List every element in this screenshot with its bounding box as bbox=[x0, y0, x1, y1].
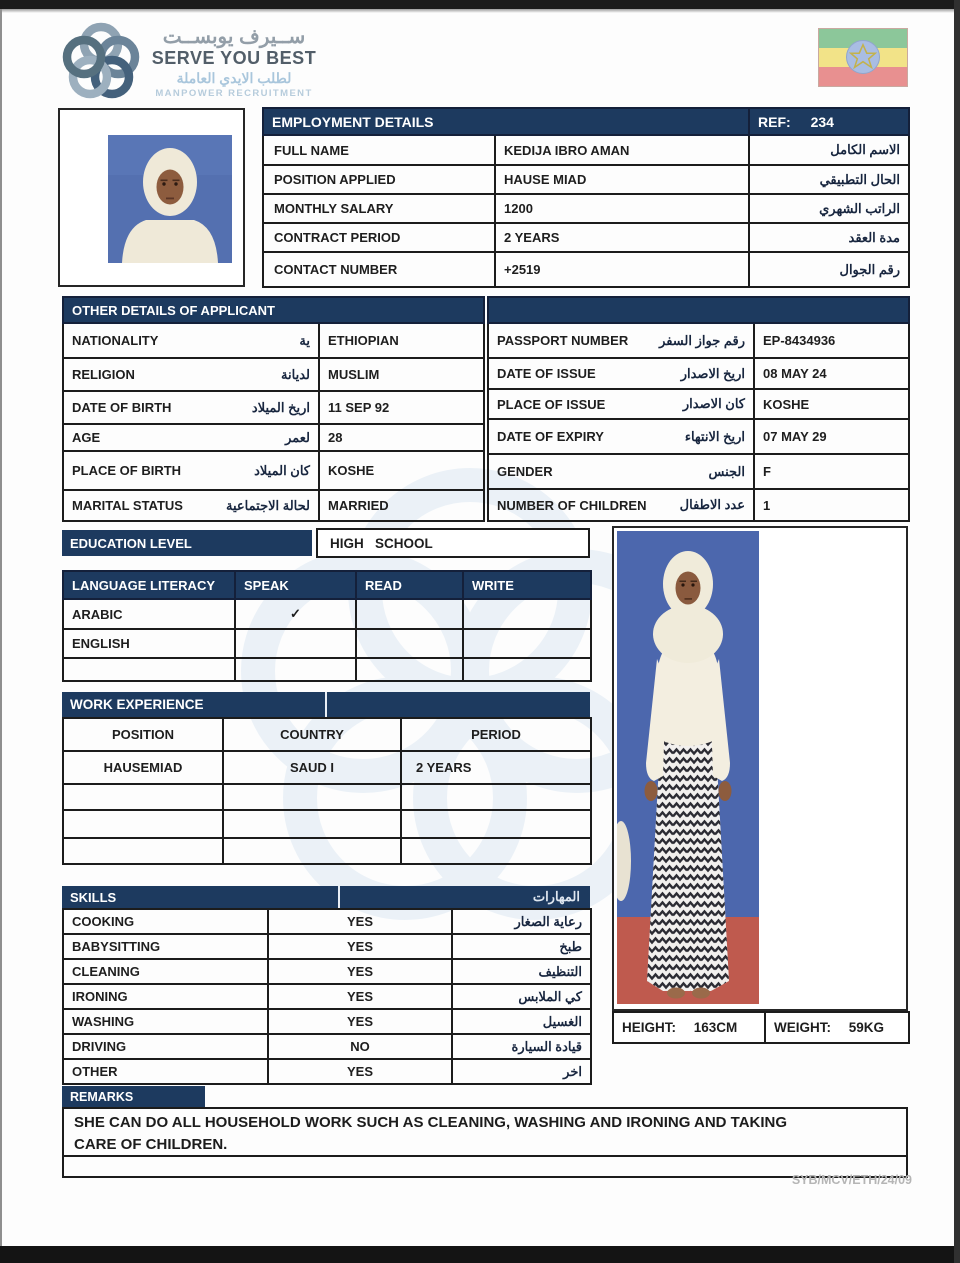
skill-name: BABYSITTING bbox=[63, 934, 268, 959]
remarks-empty-row bbox=[62, 1155, 908, 1178]
work-experience-table bbox=[62, 717, 592, 865]
field-label: MARITAL STATUS bbox=[72, 498, 183, 513]
height-value: 163CM bbox=[693, 1020, 738, 1035]
field-label-cell bbox=[488, 389, 754, 419]
applicant-fullbody-frame bbox=[612, 526, 908, 1011]
speak-checkmark: ✓ bbox=[235, 599, 356, 629]
field-label-cell bbox=[488, 419, 754, 454]
agency-logo-icon bbox=[58, 20, 144, 106]
logo-tagline: MANPOWER RECRUITMENT bbox=[155, 88, 313, 99]
skills-title-arabic: المهارات bbox=[532, 889, 580, 904]
height-label: HEIGHT: bbox=[622, 1020, 676, 1035]
skill-name: IRONING bbox=[63, 984, 268, 1009]
read-header: READ bbox=[356, 571, 463, 599]
field-value: KOSHE bbox=[754, 389, 909, 419]
field-arabic-label: عدد الاطفال bbox=[679, 497, 745, 512]
field-arabic-label: مدة العقد bbox=[749, 223, 909, 252]
position-header: POSITION bbox=[63, 718, 223, 751]
skill-name: DRIVING bbox=[63, 1034, 268, 1059]
field-value: 1 bbox=[754, 489, 909, 521]
skill-value: YES bbox=[268, 984, 452, 1009]
field-value: KOSHE bbox=[319, 451, 484, 490]
applicant-fullbody-photo bbox=[617, 531, 759, 1004]
applicant-portrait-frame bbox=[58, 108, 245, 287]
country-value bbox=[223, 838, 401, 864]
field-label-cell bbox=[488, 454, 754, 489]
write-cell bbox=[463, 658, 591, 681]
physical-stats-table bbox=[612, 1011, 910, 1044]
country-value: SAUD I bbox=[223, 751, 401, 784]
field-label-cell bbox=[63, 391, 319, 424]
skill-name: COOKING bbox=[63, 909, 268, 934]
field-label-cell bbox=[63, 451, 319, 490]
field-arabic-label: كان الاصدار bbox=[682, 396, 745, 411]
language-name bbox=[63, 658, 235, 681]
field-label: RELIGION bbox=[72, 367, 135, 382]
skills-title: SKILLS bbox=[70, 889, 117, 905]
logo-arabic-name: ســيرف يوبســت bbox=[162, 26, 306, 48]
field-label: CONTRACT PERIOD bbox=[263, 223, 495, 252]
logo-arabic-tagline: لطلب الايدي العاملة bbox=[176, 70, 292, 86]
field-value: F bbox=[754, 454, 909, 489]
page-edge-top-shadow bbox=[0, 9, 960, 13]
country-header: COUNTRY bbox=[223, 718, 401, 751]
language-literacy-table bbox=[62, 570, 592, 682]
ref-value: 234 bbox=[810, 113, 834, 130]
field-arabic-label: الاسم الكامل bbox=[749, 135, 909, 165]
page-edge-bottom bbox=[0, 1246, 960, 1263]
speak-header: SPEAK bbox=[235, 571, 356, 599]
field-label: AGE bbox=[72, 430, 101, 445]
write-cell bbox=[463, 629, 591, 658]
field-arabic-label: لعمر bbox=[285, 429, 310, 445]
read-cell bbox=[356, 658, 463, 681]
period-value bbox=[401, 838, 591, 864]
education-level-bar: EDUCATION LEVEL bbox=[62, 530, 312, 556]
skill-arabic: كي الملابس bbox=[452, 984, 591, 1009]
skill-arabic: قيادة السيارة bbox=[452, 1034, 591, 1059]
skill-value: YES bbox=[268, 1059, 452, 1084]
field-arabic-label: الراتب الشهري bbox=[749, 194, 909, 223]
field-label: DATE OF ISSUE bbox=[497, 366, 596, 381]
employment-details-table bbox=[262, 107, 910, 288]
skill-value: YES bbox=[268, 1009, 452, 1034]
work-experience-title: WORK EXPERIENCE bbox=[70, 697, 204, 712]
field-value: 1200 bbox=[495, 194, 749, 223]
speak-cell bbox=[235, 629, 356, 658]
field-value: 11 SEP 92 bbox=[319, 391, 484, 424]
field-arabic-label: الحال التطبيقي bbox=[749, 165, 909, 194]
field-arabic-label: اريخ الميلاد bbox=[251, 399, 310, 415]
field-arabic-label: ية bbox=[299, 332, 310, 348]
remarks-text: SHE CAN DO ALL HOUSEHOLD WORK SUCH AS CLEANING, WASHING AND IRONING AND TAKING CARE OF CHILDREN. bbox=[62, 1107, 908, 1157]
field-arabic-label: لديانة bbox=[281, 366, 310, 382]
skill-name: WASHING bbox=[63, 1009, 268, 1034]
weight-value: 59KG bbox=[848, 1020, 885, 1035]
field-label: PLACE OF ISSUE bbox=[497, 396, 606, 412]
skills-table bbox=[62, 908, 592, 1085]
period-value bbox=[401, 810, 591, 838]
skill-value: YES bbox=[268, 934, 452, 959]
education-level-value: HIGH SCHOOL bbox=[316, 528, 590, 558]
field-label: PASSPORT NUMBER bbox=[497, 333, 629, 348]
position-value bbox=[63, 784, 223, 810]
document-reference-code: SYB/MCV/ETH/24/09 bbox=[791, 1173, 912, 1187]
field-label: DATE OF EXPIRY bbox=[497, 429, 604, 444]
position-value bbox=[63, 838, 223, 864]
remarks-bar: REMARKS bbox=[62, 1086, 205, 1107]
field-arabic-label: اريخ الاصدار bbox=[680, 365, 745, 381]
field-label-cell bbox=[63, 323, 319, 358]
language-literacy-header: LANGUAGE LITERACY bbox=[63, 571, 235, 599]
field-label: CONTACT NUMBER bbox=[263, 252, 495, 287]
speak-cell bbox=[235, 658, 356, 681]
field-value: 07 MAY 29 bbox=[754, 419, 909, 454]
applicant-portrait-photo bbox=[108, 135, 232, 263]
field-label: PLACE OF BIRTH bbox=[72, 463, 182, 478]
ref-label: REF: bbox=[758, 113, 791, 130]
skills-bar-divider bbox=[338, 886, 340, 908]
field-label: NATIONALITY bbox=[72, 333, 159, 348]
field-label: DATE OF BIRTH bbox=[72, 400, 172, 415]
work-experience-bar bbox=[62, 692, 590, 717]
weight-cell bbox=[765, 1012, 909, 1043]
agency-logo bbox=[58, 18, 358, 108]
skill-value: NO bbox=[268, 1034, 452, 1059]
page-edge-top bbox=[0, 0, 960, 9]
skill-arabic: الغسيل bbox=[452, 1009, 591, 1034]
field-label: MONTHLY SALARY bbox=[263, 194, 495, 223]
field-arabic-label: لحالة الاجتماعية bbox=[226, 497, 310, 513]
country-value bbox=[223, 810, 401, 838]
field-value: +2519 bbox=[495, 252, 749, 287]
field-value: HAUSE MIAD bbox=[495, 165, 749, 194]
field-label-cell bbox=[488, 489, 754, 521]
skill-arabic: اخر bbox=[452, 1059, 591, 1084]
other-details-right-table bbox=[487, 296, 910, 522]
skills-bar bbox=[62, 886, 590, 908]
skill-name: CLEANING bbox=[63, 959, 268, 984]
weight-label: WEIGHT: bbox=[774, 1020, 831, 1035]
field-value: MUSLIM bbox=[319, 358, 484, 391]
field-label: POSITION APPLIED bbox=[263, 165, 495, 194]
flag-star-icon bbox=[847, 41, 879, 73]
page-edge-right bbox=[954, 0, 960, 1263]
period-value: 2 YEARS bbox=[401, 751, 591, 784]
field-label: FULL NAME bbox=[263, 135, 495, 165]
skill-value: YES bbox=[268, 909, 452, 934]
skill-arabic: طبخ bbox=[452, 934, 591, 959]
employment-section-title: EMPLOYMENT DETAILS bbox=[263, 108, 749, 135]
field-value: 08 MAY 24 bbox=[754, 358, 909, 389]
flag-emblem bbox=[846, 40, 880, 74]
field-value: MARRIED bbox=[319, 490, 484, 521]
language-name: ARABIC bbox=[63, 599, 235, 629]
field-arabic-label: رقم الجوال bbox=[749, 252, 909, 287]
field-arabic-label: اريخ الانتهاء bbox=[684, 428, 745, 444]
work-experience-bar-divider bbox=[325, 692, 327, 717]
skill-name: OTHER bbox=[63, 1059, 268, 1084]
page-edge-left bbox=[0, 9, 2, 1246]
skill-value: YES bbox=[268, 959, 452, 984]
field-value: KEDIJA IBRO AMAN bbox=[495, 135, 749, 165]
skill-arabic: رعاية الصغار bbox=[452, 909, 591, 934]
logo-name: SERVE YOU BEST bbox=[151, 48, 317, 68]
read-cell bbox=[356, 629, 463, 658]
field-label: GENDER bbox=[497, 464, 553, 479]
period-header: PERIOD bbox=[401, 718, 591, 751]
field-value: 2 YEARS bbox=[495, 223, 749, 252]
field-label-cell bbox=[63, 490, 319, 521]
field-label-cell bbox=[63, 424, 319, 451]
read-cell bbox=[356, 599, 463, 629]
field-value: EP-8434936 bbox=[754, 323, 909, 358]
other-details-section-title: OTHER DETAILS OF APPLICANT bbox=[63, 297, 484, 323]
position-value bbox=[63, 810, 223, 838]
skill-arabic: التنظيف bbox=[452, 959, 591, 984]
height-cell bbox=[613, 1012, 765, 1043]
language-name: ENGLISH bbox=[63, 629, 235, 658]
field-label-cell bbox=[488, 323, 754, 358]
ethiopia-flag bbox=[818, 28, 908, 87]
write-cell bbox=[463, 599, 591, 629]
field-label-cell bbox=[63, 358, 319, 391]
field-value: 28 bbox=[319, 424, 484, 451]
field-arabic-label: الجنس bbox=[708, 463, 745, 479]
field-label-cell bbox=[488, 358, 754, 389]
other-details-right-header bbox=[488, 297, 909, 323]
write-header: WRITE bbox=[463, 571, 591, 599]
field-value: ETHIOPIAN bbox=[319, 323, 484, 358]
ref-cell bbox=[749, 108, 909, 135]
period-value bbox=[401, 784, 591, 810]
field-arabic-label: كان الميلاد bbox=[254, 462, 310, 478]
field-arabic-label: رقم جواز السفر bbox=[659, 332, 745, 348]
field-label: NUMBER OF CHILDREN bbox=[497, 497, 647, 513]
other-details-left-table bbox=[62, 296, 485, 522]
position-value: HAUSEMIAD bbox=[63, 751, 223, 784]
country-value bbox=[223, 784, 401, 810]
